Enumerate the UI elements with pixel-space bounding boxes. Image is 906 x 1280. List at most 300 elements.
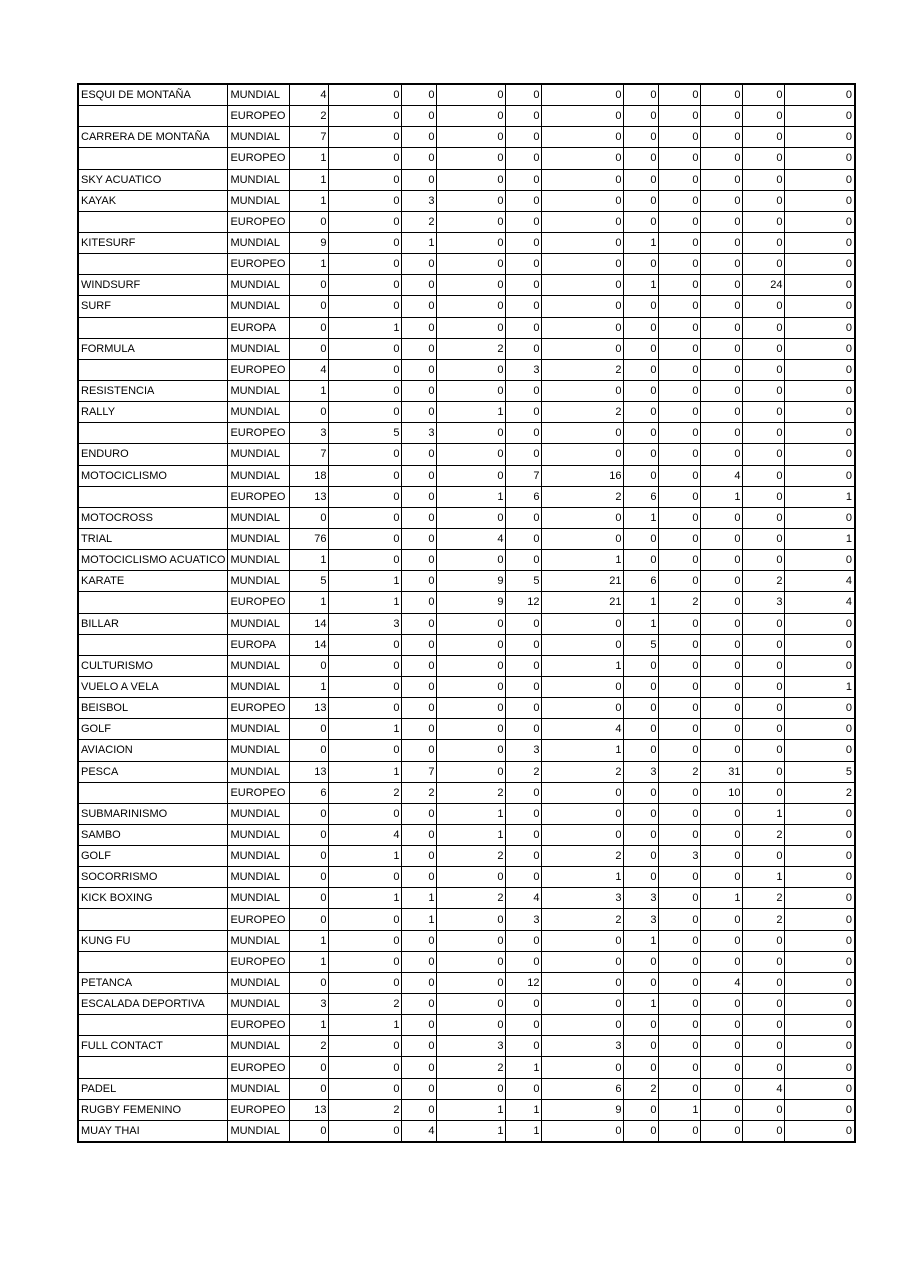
value-cell: 14 <box>290 613 329 634</box>
value-cell: 0 <box>785 1120 855 1142</box>
value-cell: 0 <box>785 634 855 655</box>
value-cell: 0 <box>542 275 624 296</box>
value-cell: 0 <box>743 190 785 211</box>
value-cell: 0 <box>659 719 701 740</box>
value-cell: 0 <box>624 254 659 275</box>
sport-cell: KICK BOXING <box>78 888 228 909</box>
value-cell: 0 <box>542 211 624 232</box>
table-row <box>78 84 855 106</box>
value-cell: 0 <box>329 951 402 972</box>
table-row <box>78 592 855 613</box>
value-cell: 0 <box>506 930 542 951</box>
value-cell: 0 <box>542 127 624 148</box>
value-cell: 1 <box>506 1099 542 1120</box>
value-cell: 0 <box>701 550 743 571</box>
value-cell: 0 <box>402 106 437 127</box>
value-cell: 0 <box>785 846 855 867</box>
value-cell: 0 <box>542 951 624 972</box>
value-cell: 0 <box>542 824 624 845</box>
value-cell: 0 <box>659 803 701 824</box>
value-cell: 0 <box>506 275 542 296</box>
value-cell: 0 <box>624 719 659 740</box>
value-cell: 0 <box>659 571 701 592</box>
value-cell: 0 <box>785 296 855 317</box>
value-cell: 0 <box>701 994 743 1015</box>
value-cell: 0 <box>785 1057 855 1078</box>
value-cell: 0 <box>743 676 785 697</box>
table-row <box>78 613 855 634</box>
value-cell: 0 <box>785 1036 855 1057</box>
value-cell: 0 <box>659 528 701 549</box>
value-cell: 7 <box>290 444 329 465</box>
value-cell: 0 <box>402 803 437 824</box>
level-cell: EUROPEO <box>228 951 290 972</box>
value-cell: 4 <box>290 359 329 380</box>
value-cell: 0 <box>437 930 506 951</box>
value-cell: 0 <box>437 719 506 740</box>
value-cell: 0 <box>785 698 855 719</box>
value-cell: 0 <box>659 740 701 761</box>
value-cell: 0 <box>437 550 506 571</box>
value-cell: 0 <box>329 275 402 296</box>
value-cell: 0 <box>659 486 701 507</box>
sport-cell: CULTURISMO <box>78 655 228 676</box>
table-row <box>78 1015 855 1036</box>
sport-cell: RALLY <box>78 402 228 423</box>
value-cell: 2 <box>437 338 506 359</box>
value-cell: 2 <box>290 1036 329 1057</box>
value-cell: 0 <box>290 719 329 740</box>
sport-cell: GOLF <box>78 846 228 867</box>
value-cell: 0 <box>402 613 437 634</box>
level-cell: MUNDIAL <box>228 465 290 486</box>
value-cell: 0 <box>785 275 855 296</box>
sport-cell <box>78 423 228 444</box>
value-cell: 0 <box>701 1078 743 1099</box>
value-cell: 0 <box>290 1057 329 1078</box>
value-cell: 0 <box>701 190 743 211</box>
value-cell: 3 <box>437 1036 506 1057</box>
value-cell: 0 <box>624 84 659 106</box>
value-cell: 0 <box>329 550 402 571</box>
value-cell: 2 <box>437 846 506 867</box>
value-cell: 0 <box>506 169 542 190</box>
table-row <box>78 740 855 761</box>
value-cell: 0 <box>290 1078 329 1099</box>
value-cell: 0 <box>506 444 542 465</box>
value-cell: 0 <box>329 254 402 275</box>
value-cell: 0 <box>701 317 743 338</box>
value-cell: 0 <box>624 846 659 867</box>
value-cell: 0 <box>329 148 402 169</box>
value-cell: 0 <box>743 655 785 676</box>
value-cell: 18 <box>290 465 329 486</box>
value-cell: 0 <box>437 232 506 253</box>
level-cell: MUNDIAL <box>228 571 290 592</box>
value-cell: 1 <box>785 676 855 697</box>
value-cell: 0 <box>659 275 701 296</box>
value-cell: 0 <box>506 846 542 867</box>
table-row <box>78 867 855 888</box>
value-cell: 0 <box>402 846 437 867</box>
level-cell: MUNDIAL <box>228 994 290 1015</box>
sport-cell: MOTOCICLISMO <box>78 465 228 486</box>
sport-cell: KUNG FU <box>78 930 228 951</box>
value-cell: 0 <box>402 127 437 148</box>
value-cell: 0 <box>659 296 701 317</box>
value-cell: 1 <box>624 592 659 613</box>
value-cell: 0 <box>701 909 743 930</box>
sport-cell: RESISTENCIA <box>78 380 228 401</box>
value-cell: 7 <box>290 127 329 148</box>
value-cell: 0 <box>506 803 542 824</box>
value-cell: 0 <box>329 867 402 888</box>
value-cell: 0 <box>402 486 437 507</box>
value-cell: 0 <box>329 359 402 380</box>
value-cell: 0 <box>402 1099 437 1120</box>
value-cell: 0 <box>659 782 701 803</box>
value-cell: 31 <box>701 761 743 782</box>
sport-cell: CARRERA DE MONTAÑA <box>78 127 228 148</box>
table-row <box>78 232 855 253</box>
table-row <box>78 1099 855 1120</box>
value-cell: 0 <box>624 359 659 380</box>
value-cell: 0 <box>785 803 855 824</box>
value-cell: 0 <box>659 698 701 719</box>
value-cell: 3 <box>402 190 437 211</box>
value-cell: 0 <box>402 338 437 359</box>
table-row <box>78 951 855 972</box>
value-cell: 0 <box>542 698 624 719</box>
value-cell: 0 <box>701 571 743 592</box>
level-cell: MUNDIAL <box>228 972 290 993</box>
value-cell: 0 <box>402 402 437 423</box>
value-cell: 0 <box>785 507 855 528</box>
value-cell: 0 <box>542 296 624 317</box>
value-cell: 0 <box>624 655 659 676</box>
value-cell: 0 <box>437 106 506 127</box>
value-cell: 0 <box>437 994 506 1015</box>
value-cell: 6 <box>624 571 659 592</box>
level-cell: MUNDIAL <box>228 1120 290 1142</box>
level-cell: MUNDIAL <box>228 232 290 253</box>
sport-cell: SURF <box>78 296 228 317</box>
value-cell: 0 <box>329 676 402 697</box>
value-cell: 1 <box>402 888 437 909</box>
value-cell: 0 <box>785 888 855 909</box>
value-cell: 0 <box>506 994 542 1015</box>
value-cell: 76 <box>290 528 329 549</box>
value-cell: 5 <box>506 571 542 592</box>
value-cell: 1 <box>329 1015 402 1036</box>
value-cell: 0 <box>437 655 506 676</box>
table-row <box>78 1078 855 1099</box>
sport-cell <box>78 592 228 613</box>
value-cell: 0 <box>701 106 743 127</box>
value-cell: 0 <box>402 972 437 993</box>
value-cell: 0 <box>785 169 855 190</box>
value-cell: 0 <box>659 211 701 232</box>
value-cell: 0 <box>542 254 624 275</box>
value-cell: 0 <box>624 1015 659 1036</box>
value-cell: 0 <box>329 380 402 401</box>
sport-cell <box>78 254 228 275</box>
value-cell: 0 <box>506 380 542 401</box>
sport-cell <box>78 148 228 169</box>
value-cell: 0 <box>437 127 506 148</box>
value-cell: 0 <box>506 824 542 845</box>
value-cell: 0 <box>624 782 659 803</box>
value-cell: 0 <box>743 740 785 761</box>
value-cell: 0 <box>506 254 542 275</box>
value-cell: 0 <box>437 613 506 634</box>
table-row <box>78 148 855 169</box>
value-cell: 0 <box>329 507 402 528</box>
value-cell: 1 <box>290 951 329 972</box>
value-cell: 0 <box>290 867 329 888</box>
value-cell: 0 <box>624 550 659 571</box>
value-cell: 4 <box>506 888 542 909</box>
value-cell: 1 <box>290 380 329 401</box>
sport-cell: FORMULA <box>78 338 228 359</box>
value-cell: 0 <box>701 1036 743 1057</box>
value-cell: 0 <box>743 1036 785 1057</box>
value-cell: 0 <box>624 444 659 465</box>
value-cell: 1 <box>506 1057 542 1078</box>
value-cell: 0 <box>402 254 437 275</box>
value-cell: 0 <box>624 528 659 549</box>
value-cell: 0 <box>402 592 437 613</box>
value-cell: 0 <box>743 1057 785 1078</box>
value-cell: 0 <box>743 719 785 740</box>
value-cell: 1 <box>290 676 329 697</box>
value-cell: 0 <box>701 655 743 676</box>
value-cell: 3 <box>624 761 659 782</box>
value-cell: 2 <box>402 782 437 803</box>
value-cell: 0 <box>329 338 402 359</box>
value-cell: 0 <box>290 803 329 824</box>
value-cell: 0 <box>785 1015 855 1036</box>
value-cell: 0 <box>437 740 506 761</box>
level-cell: MUNDIAL <box>228 127 290 148</box>
value-cell: 9 <box>542 1099 624 1120</box>
value-cell: 0 <box>701 528 743 549</box>
value-cell: 0 <box>329 1036 402 1057</box>
value-cell: 0 <box>659 951 701 972</box>
table-row <box>78 380 855 401</box>
value-cell: 0 <box>437 465 506 486</box>
value-cell: 0 <box>659 888 701 909</box>
value-cell: 0 <box>785 550 855 571</box>
value-cell: 0 <box>437 972 506 993</box>
level-cell: MUNDIAL <box>228 803 290 824</box>
value-cell: 0 <box>402 169 437 190</box>
value-cell: 1 <box>701 486 743 507</box>
value-cell: 1 <box>329 592 402 613</box>
level-cell: EUROPEO <box>228 423 290 444</box>
value-cell: 3 <box>402 423 437 444</box>
value-cell: 0 <box>402 275 437 296</box>
value-cell: 9 <box>290 232 329 253</box>
value-cell: 1 <box>329 761 402 782</box>
value-cell: 0 <box>743 254 785 275</box>
value-cell: 0 <box>743 846 785 867</box>
value-cell: 2 <box>542 486 624 507</box>
value-cell: 0 <box>290 338 329 359</box>
table-row <box>78 782 855 803</box>
value-cell: 0 <box>785 1099 855 1120</box>
value-cell: 0 <box>785 148 855 169</box>
value-cell: 0 <box>785 824 855 845</box>
level-cell: EUROPEO <box>228 211 290 232</box>
value-cell: 0 <box>659 824 701 845</box>
value-cell: 0 <box>402 867 437 888</box>
value-cell: 5 <box>785 761 855 782</box>
table-row <box>78 972 855 993</box>
value-cell: 21 <box>542 592 624 613</box>
value-cell: 9 <box>437 571 506 592</box>
value-cell: 0 <box>402 528 437 549</box>
value-cell: 0 <box>542 106 624 127</box>
value-cell: 2 <box>743 824 785 845</box>
table-row <box>78 1057 855 1078</box>
value-cell: 0 <box>659 423 701 444</box>
value-cell: 0 <box>402 571 437 592</box>
value-cell: 0 <box>542 613 624 634</box>
value-cell: 0 <box>506 317 542 338</box>
value-cell: 5 <box>290 571 329 592</box>
value-cell: 2 <box>542 761 624 782</box>
table-row <box>78 571 855 592</box>
value-cell: 0 <box>437 951 506 972</box>
value-cell: 0 <box>701 232 743 253</box>
value-cell: 0 <box>402 359 437 380</box>
value-cell: 0 <box>624 1036 659 1057</box>
value-cell: 2 <box>437 888 506 909</box>
value-cell: 0 <box>329 211 402 232</box>
table-row <box>78 803 855 824</box>
level-cell: MUNDIAL <box>228 676 290 697</box>
level-cell: MUNDIAL <box>228 507 290 528</box>
value-cell: 0 <box>624 169 659 190</box>
value-cell: 0 <box>701 1015 743 1036</box>
value-cell: 1 <box>624 994 659 1015</box>
value-cell: 0 <box>624 698 659 719</box>
value-cell: 0 <box>785 211 855 232</box>
value-cell: 0 <box>542 1015 624 1036</box>
value-cell: 0 <box>290 507 329 528</box>
value-cell: 0 <box>743 402 785 423</box>
sport-cell: SUBMARINISMO <box>78 803 228 824</box>
sport-cell: SKY ACUATICO <box>78 169 228 190</box>
value-cell: 0 <box>701 402 743 423</box>
value-cell: 0 <box>624 824 659 845</box>
value-cell: 21 <box>542 571 624 592</box>
value-cell: 0 <box>329 803 402 824</box>
value-cell: 0 <box>743 528 785 549</box>
value-cell: 1 <box>624 507 659 528</box>
value-cell: 0 <box>329 740 402 761</box>
value-cell: 0 <box>542 676 624 697</box>
table-row <box>78 1120 855 1142</box>
value-cell: 0 <box>506 190 542 211</box>
value-cell: 1 <box>624 275 659 296</box>
table-row <box>78 676 855 697</box>
value-cell: 6 <box>290 782 329 803</box>
level-cell: MUNDIAL <box>228 888 290 909</box>
value-cell: 3 <box>290 423 329 444</box>
value-cell: 0 <box>402 84 437 106</box>
value-cell: 0 <box>506 127 542 148</box>
value-cell: 0 <box>785 1078 855 1099</box>
value-cell: 0 <box>506 676 542 697</box>
value-cell: 0 <box>701 613 743 634</box>
value-cell: 0 <box>329 232 402 253</box>
value-cell: 14 <box>290 634 329 655</box>
value-cell: 0 <box>659 359 701 380</box>
level-cell: MUNDIAL <box>228 930 290 951</box>
value-cell: 0 <box>329 1078 402 1099</box>
value-cell: 1 <box>437 486 506 507</box>
value-cell: 0 <box>624 1057 659 1078</box>
value-cell: 0 <box>402 634 437 655</box>
value-cell: 0 <box>659 254 701 275</box>
value-cell: 0 <box>624 190 659 211</box>
sport-cell <box>78 634 228 655</box>
sport-cell <box>78 317 228 338</box>
level-cell: EUROPEO <box>228 254 290 275</box>
value-cell: 0 <box>701 423 743 444</box>
value-cell: 0 <box>624 423 659 444</box>
value-cell: 0 <box>624 676 659 697</box>
value-cell: 0 <box>743 317 785 338</box>
value-cell: 0 <box>437 317 506 338</box>
value-cell: 2 <box>329 994 402 1015</box>
value-cell: 0 <box>402 676 437 697</box>
sport-cell: GOLF <box>78 719 228 740</box>
value-cell: 0 <box>701 1057 743 1078</box>
value-cell: 3 <box>290 994 329 1015</box>
value-cell: 0 <box>402 1015 437 1036</box>
value-cell: 0 <box>624 127 659 148</box>
value-cell: 0 <box>329 909 402 930</box>
value-cell: 3 <box>329 613 402 634</box>
level-cell: MUNDIAL <box>228 190 290 211</box>
value-cell: 0 <box>506 1078 542 1099</box>
value-cell: 0 <box>437 423 506 444</box>
table-row <box>78 719 855 740</box>
value-cell: 6 <box>542 1078 624 1099</box>
value-cell: 4 <box>290 84 329 106</box>
level-cell: EUROPA <box>228 317 290 338</box>
value-cell: 4 <box>785 571 855 592</box>
value-cell: 0 <box>542 338 624 359</box>
value-cell: 0 <box>624 803 659 824</box>
table-row <box>78 528 855 549</box>
value-cell: 0 <box>402 1078 437 1099</box>
table-row <box>78 211 855 232</box>
value-cell: 0 <box>402 930 437 951</box>
level-cell: MUNDIAL <box>228 1078 290 1099</box>
value-cell: 0 <box>542 930 624 951</box>
value-cell: 0 <box>402 951 437 972</box>
value-cell: 0 <box>624 465 659 486</box>
value-cell: 0 <box>785 465 855 486</box>
value-cell: 0 <box>329 465 402 486</box>
value-cell: 0 <box>402 740 437 761</box>
value-cell: 0 <box>437 169 506 190</box>
level-cell: MUNDIAL <box>228 338 290 359</box>
